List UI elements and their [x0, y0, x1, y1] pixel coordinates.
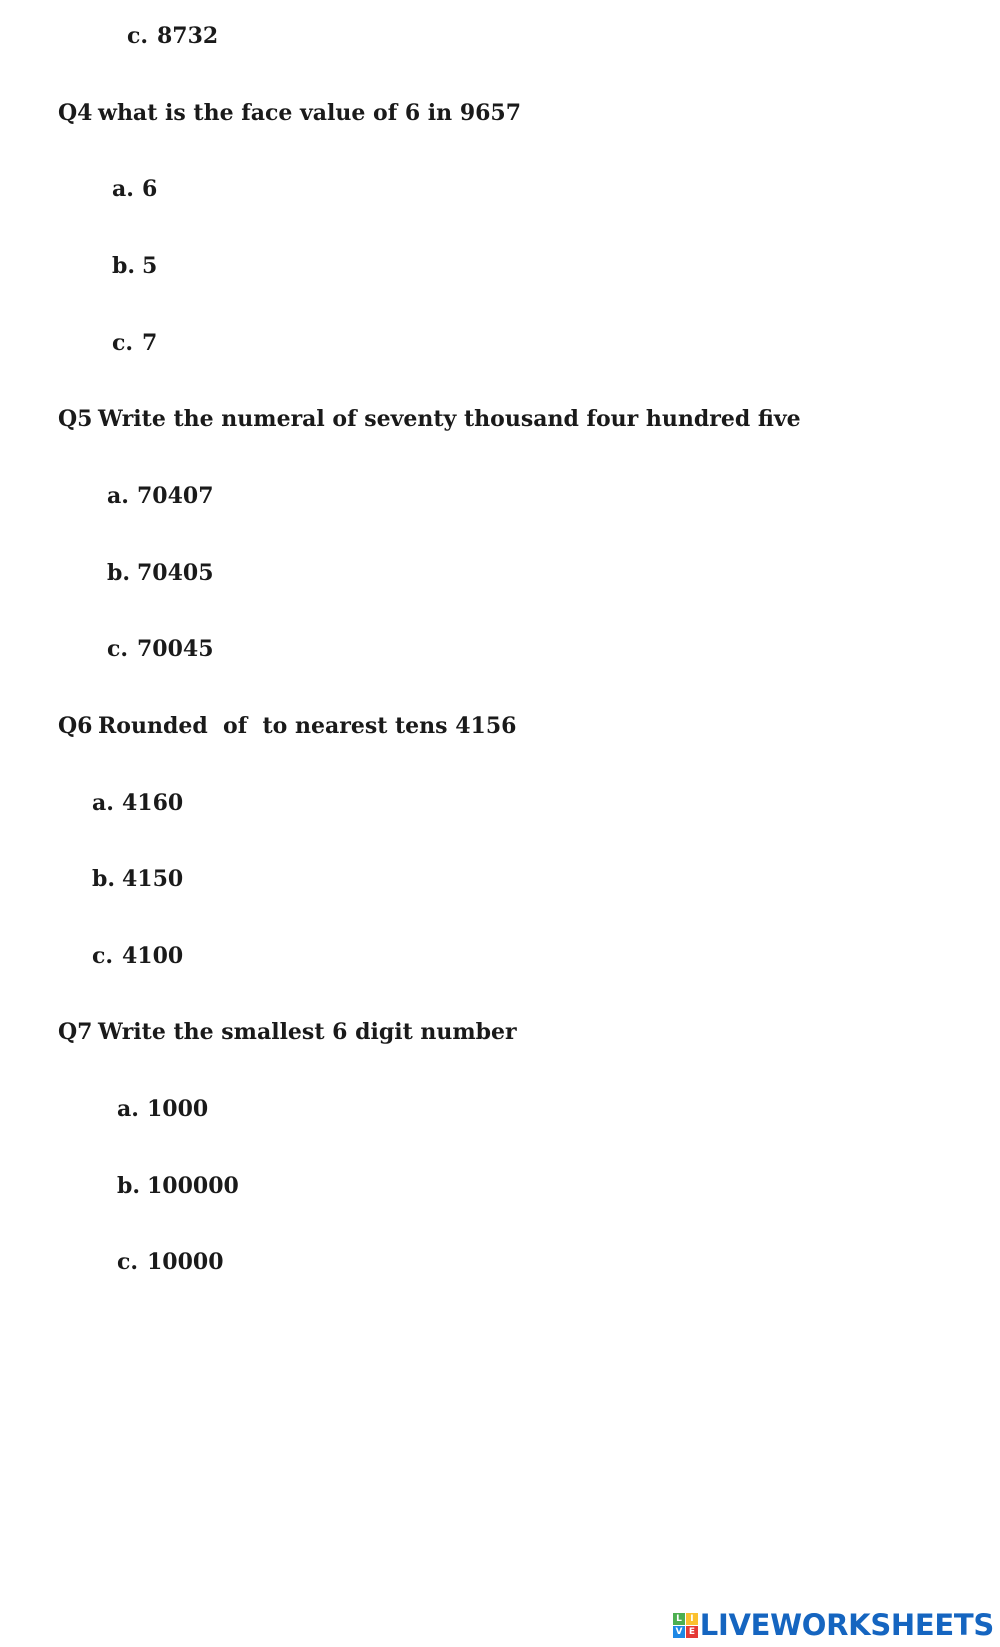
option-q7-a	[117, 1095, 208, 1123]
question-text: Rounded of to nearest tens 4156	[98, 713, 517, 739]
option-letter: a.	[92, 790, 114, 816]
option-q4-c	[112, 329, 157, 357]
option-q5-a	[107, 482, 214, 510]
option-text: 6	[142, 176, 158, 202]
question-q7	[58, 1018, 517, 1046]
option-text: 70405	[137, 560, 214, 586]
option-text: 1000	[147, 1096, 209, 1122]
question-text: what is the face value of 6 in 9657	[98, 100, 522, 126]
option-letter: a.	[112, 176, 134, 202]
option-q4-b	[112, 252, 157, 280]
option-text: 5	[142, 253, 158, 279]
logo-cell-i: I	[686, 1613, 698, 1625]
option-q4-a	[112, 175, 157, 203]
question-text: Write the smallest 6 digit number	[98, 1019, 517, 1045]
option-q5-b	[107, 559, 214, 587]
option-letter: c.	[112, 330, 134, 356]
option-letter: c.	[92, 943, 114, 969]
option-letter: c.	[117, 1249, 139, 1275]
option-text: 4150	[122, 866, 184, 892]
option-text: 100000	[147, 1173, 239, 1199]
option-q6-a	[92, 789, 183, 817]
option-text: 10000	[147, 1249, 224, 1275]
option-letter: c.	[107, 636, 129, 662]
option-letter: b.	[107, 560, 131, 586]
option-q3-c	[127, 22, 218, 50]
option-letter: c.	[127, 23, 149, 49]
logo-cell-e: E	[686, 1626, 698, 1638]
logo-cell-l: L	[673, 1613, 685, 1625]
option-text: 4160	[122, 790, 184, 816]
question-number: Q4	[58, 100, 93, 126]
option-q5-c	[107, 635, 214, 663]
option-q7-c	[117, 1248, 224, 1276]
option-q6-b	[92, 865, 183, 893]
liveworksheets-logo	[673, 1610, 994, 1640]
option-text: 70045	[137, 636, 214, 662]
logo-cell-v: V	[673, 1626, 685, 1638]
question-q5	[58, 405, 801, 433]
option-letter: b.	[117, 1173, 141, 1199]
option-text: 7	[142, 330, 158, 356]
option-letter: b.	[112, 253, 136, 279]
option-text: 70407	[137, 483, 214, 509]
option-letter: a.	[107, 483, 129, 509]
question-number: Q6	[58, 713, 93, 739]
option-text: 4100	[122, 943, 184, 969]
question-q6	[58, 712, 516, 740]
question-text: Write the numeral of seventy thousand four hundred five	[98, 406, 801, 432]
question-q4	[58, 99, 521, 127]
option-letter: b.	[92, 866, 116, 892]
option-q6-c	[92, 942, 183, 970]
option-letter: a.	[117, 1096, 139, 1122]
option-text: 8732	[157, 23, 219, 49]
liveworksheets-logo-icon	[673, 1613, 698, 1638]
brand-name: LIVEWORKSHEETS	[699, 1608, 994, 1642]
question-number: Q5	[58, 406, 93, 432]
option-q7-b	[117, 1172, 239, 1200]
question-number: Q7	[58, 1019, 93, 1045]
